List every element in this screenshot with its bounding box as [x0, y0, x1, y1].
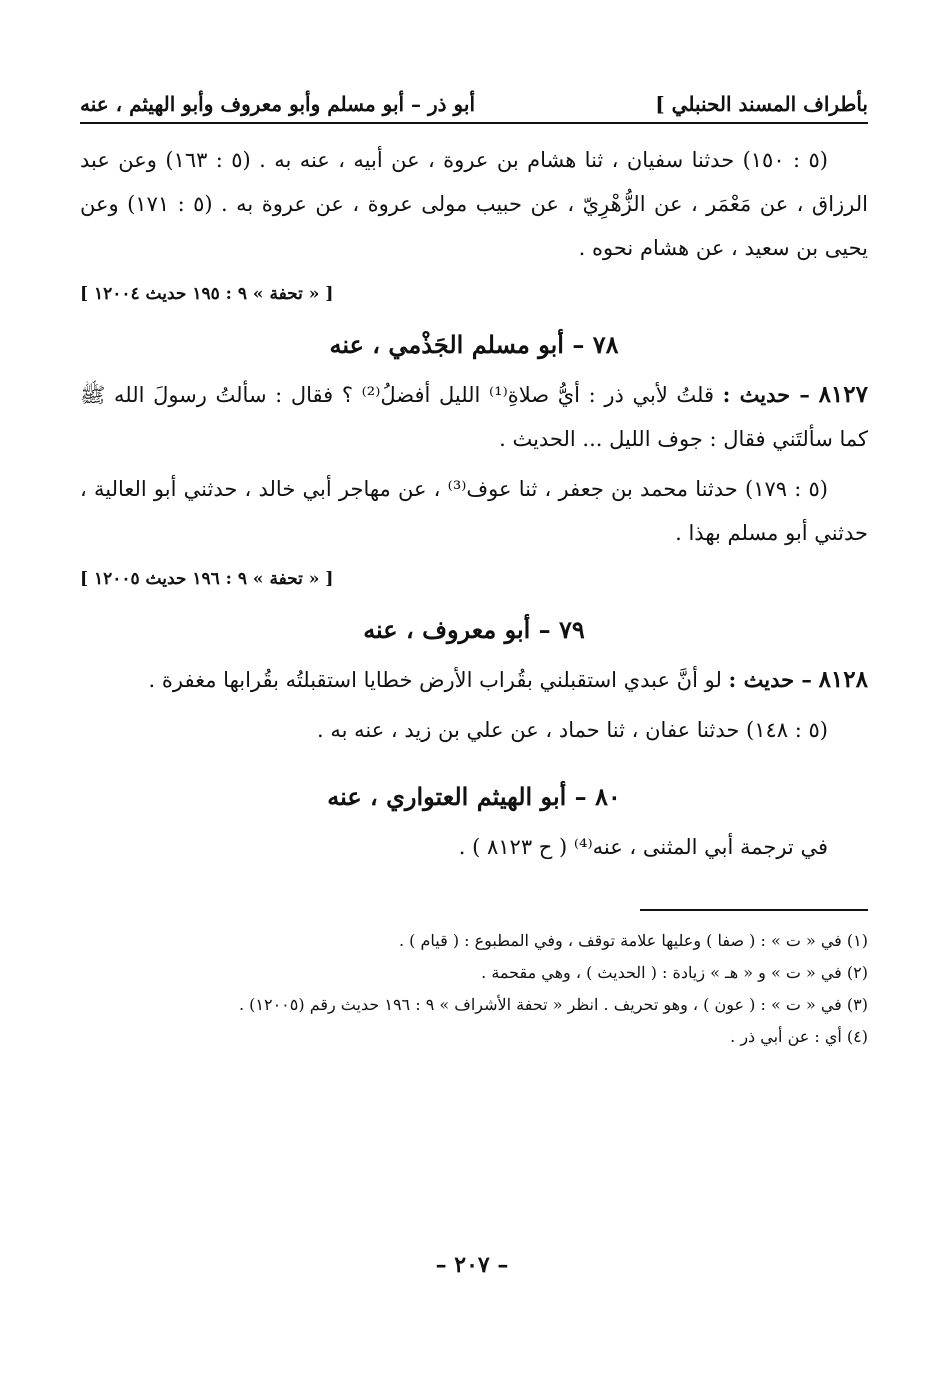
hadith-label-8127: – حديث :: [722, 382, 810, 407]
hadith-number-8128: ٨١٢٨: [818, 666, 868, 693]
isnad-paragraph-1: (٥ : ١٥٠) حدثنا سفيان ، ثنا هشام بن عروة ، عن أبيه ، عنه به . (٥ : ١٦٣) وعن عبد الرزاق ، عن مَعْمَر ، عن الزُّهْرِيّ ، عن حبيب مولى عروة ، عن عروة به . (٥ : ١٧١) وعن يحيى بن سعيد ، عن هشام نحوه .: [80, 148, 868, 260]
footnote-2: (٢) في « ت » و « هـ » زيادة : ( الحديث ) ، وهي مقحمة .: [481, 963, 868, 982]
section-80-text: في ترجمة أبي المثنى ، عنه⁽⁴⁾ ( ح ٨١٢٣ ) .: [458, 835, 828, 859]
page-number: – ٢٠٧ –: [435, 1252, 509, 1278]
reference-row-2: [80, 555, 868, 589]
reference-row-1: [80, 270, 868, 304]
running-header: [80, 92, 868, 124]
isnad-paragraph-8128: (٥ : ١٤٨) حدثنا عفان ، ثنا حماد ، عن علي بن زيد ، عنه به .: [316, 718, 828, 742]
footnote-4: (٤) أي : عن أبي ذر .: [730, 1027, 868, 1046]
tuhfa-reference-2: [ « تحفة » ٩ : ١٩٦ حديث ١٢٠٠٥ ]: [80, 569, 334, 589]
page-body: [80, 92, 868, 1053]
tuhfa-reference-1: [ « تحفة » ٩ : ١٩٥ حديث ١٢٠٠٤ ]: [80, 284, 334, 304]
hadith-8128: [80, 658, 868, 702]
section-heading-80: ٨٠ – أبو الهيثم العتواري ، عنه: [327, 782, 621, 811]
hadith-8127: [80, 373, 868, 461]
hadith-text-8127: قلتُ لأبي ذر : أيُّ صلاةِ⁽¹⁾ الليل أفضلُ⁽²⁾ ؟ فقال : سألتُ رسولَ الله ﷺ كما سألتَني فقال : جوف الليل ... الحديث .: [80, 383, 868, 451]
header-book-title: بأطراف المسند الحنبلي ]: [655, 92, 868, 116]
hadith-label-8128: – حديث :: [728, 667, 812, 692]
header-chapter-title: أبو ذر – أبو مسلم وأبو معروف وأبو الهيثم ، عنه: [80, 92, 475, 116]
section-heading-79: ٧٩ – أبو معروف ، عنه: [363, 615, 585, 644]
footnote-divider: [640, 909, 868, 911]
isnad-paragraph-8127: (٥ : ١٧٩) حدثنا محمد بن جعفر ، ثنا عوف⁽³⁾ ، عن مهاجر أبي خالد ، حدثني أبو العالية ، حدثني أبو مسلم بهذا .: [80, 477, 868, 545]
footnote-1: (١) في « ت » : ( صفا ) وعليها علامة توقف ، وفي المطبوع : ( قيام ) .: [398, 931, 868, 950]
footnote-3: (٣) في « ت » : ( عون ) ، وهو تحريف . انظر « تحفة الأشراف » ٩ : ١٩٦ حديث رقم (١٢٠٠٥) .: [238, 995, 868, 1014]
hadith-text-8128: لو أنَّ عبدي استقبلني بقُراب الأرض خطايا استقبلتُه بقُرابها مغفرة .: [148, 668, 722, 692]
hadith-number-8127: ٨١٢٧: [818, 381, 868, 408]
section-heading-78: ٧٨ – أبو مسلم الجَذْمي ، عنه: [329, 330, 619, 359]
